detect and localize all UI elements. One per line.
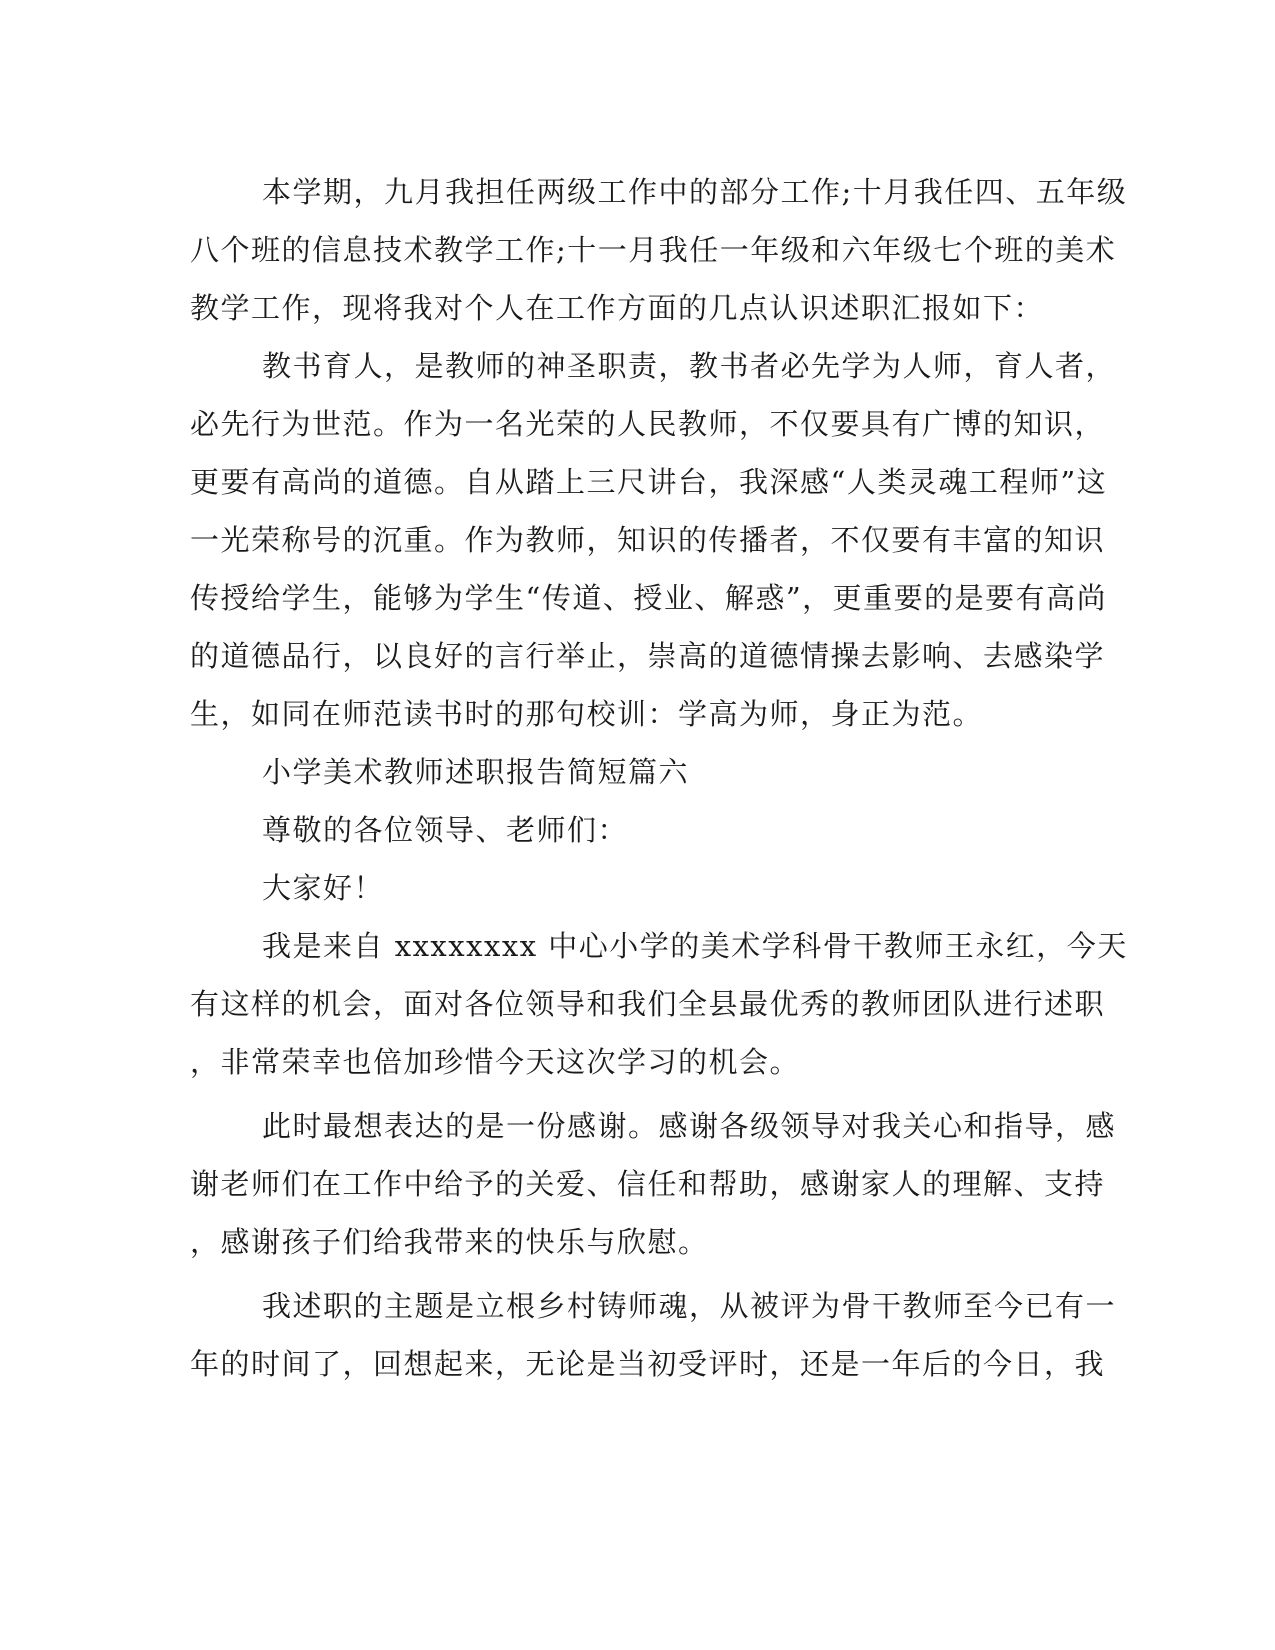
paragraph-line: 年的时间了，回想起来，无论是当初受评时，还是一年后的今日，我 <box>190 1347 1106 1381</box>
paragraph-line: 有这样的机会，面对各位领导和我们全县最优秀的教师团队进行述职 <box>190 987 1106 1021</box>
paragraph-line: ，非常荣幸也倍加珍惜今天这次学习的机会。 <box>190 1045 801 1079</box>
paragraph-line: 传授给学生，能够为学生“传道、授业、解惑”，更重要的是要有高尚 <box>190 581 1108 615</box>
paragraph-line: 一光荣称号的沉重。作为教师，知识的传播者，不仅要有丰富的知识 <box>190 523 1106 557</box>
paragraph-line: 我是来自 xxxxxxxx 中心小学的美术学科骨干教师王永红，今天 <box>262 929 1128 963</box>
paragraph-line: 教书育人，是教师的神圣职责，教书者必先学为人师，育人者， <box>262 349 1117 383</box>
paragraph-line: 必先行为世范。作为一名光荣的人民教师，不仅要具有广博的知识， <box>190 407 1106 441</box>
paragraph-line: 生，如同在师范读书时的那句校训：学高为师，身正为范。 <box>190 697 984 731</box>
paragraph-line: 此时最想表达的是一份感谢。感谢各级领导对我关心和指导，感 <box>262 1109 1117 1143</box>
paragraph-line: 更要有高尚的道德。自从踏上三尺讲台，我深感“人类灵魂工程师”这 <box>190 465 1108 499</box>
paragraph-line: 教学工作，现将我对个人在工作方面的几点认识述职汇报如下： <box>190 291 1045 325</box>
section-heading: 小学美术教师述职报告简短篇六 <box>262 755 690 789</box>
paragraph-line: 我述职的主题是立根乡村铸师魂，从被评为骨干教师至今已有一 <box>262 1289 1117 1323</box>
paragraph-line: ，感谢孩子们给我带来的快乐与欣慰。 <box>190 1225 709 1259</box>
greeting: 大家好！ <box>262 871 385 905</box>
paragraph-line: 谢老师们在工作中给予的关爱、信任和帮助，感谢家人的理解、支持 <box>190 1167 1106 1201</box>
paragraph-line: 的道德品行，以良好的言行举止，崇高的道德情操去影响、去感染学 <box>190 639 1106 673</box>
paragraph-line: 本学期，九月我担任两级工作中的部分工作;十月我任四、五年级 <box>262 175 1128 209</box>
salutation: 尊敬的各位领导、老师们： <box>262 813 629 847</box>
document-body <box>190 163 1128 1393</box>
paragraph-line: 八个班的信息技术教学工作;十一月我任一年级和六年级七个班的美术 <box>190 233 1117 267</box>
